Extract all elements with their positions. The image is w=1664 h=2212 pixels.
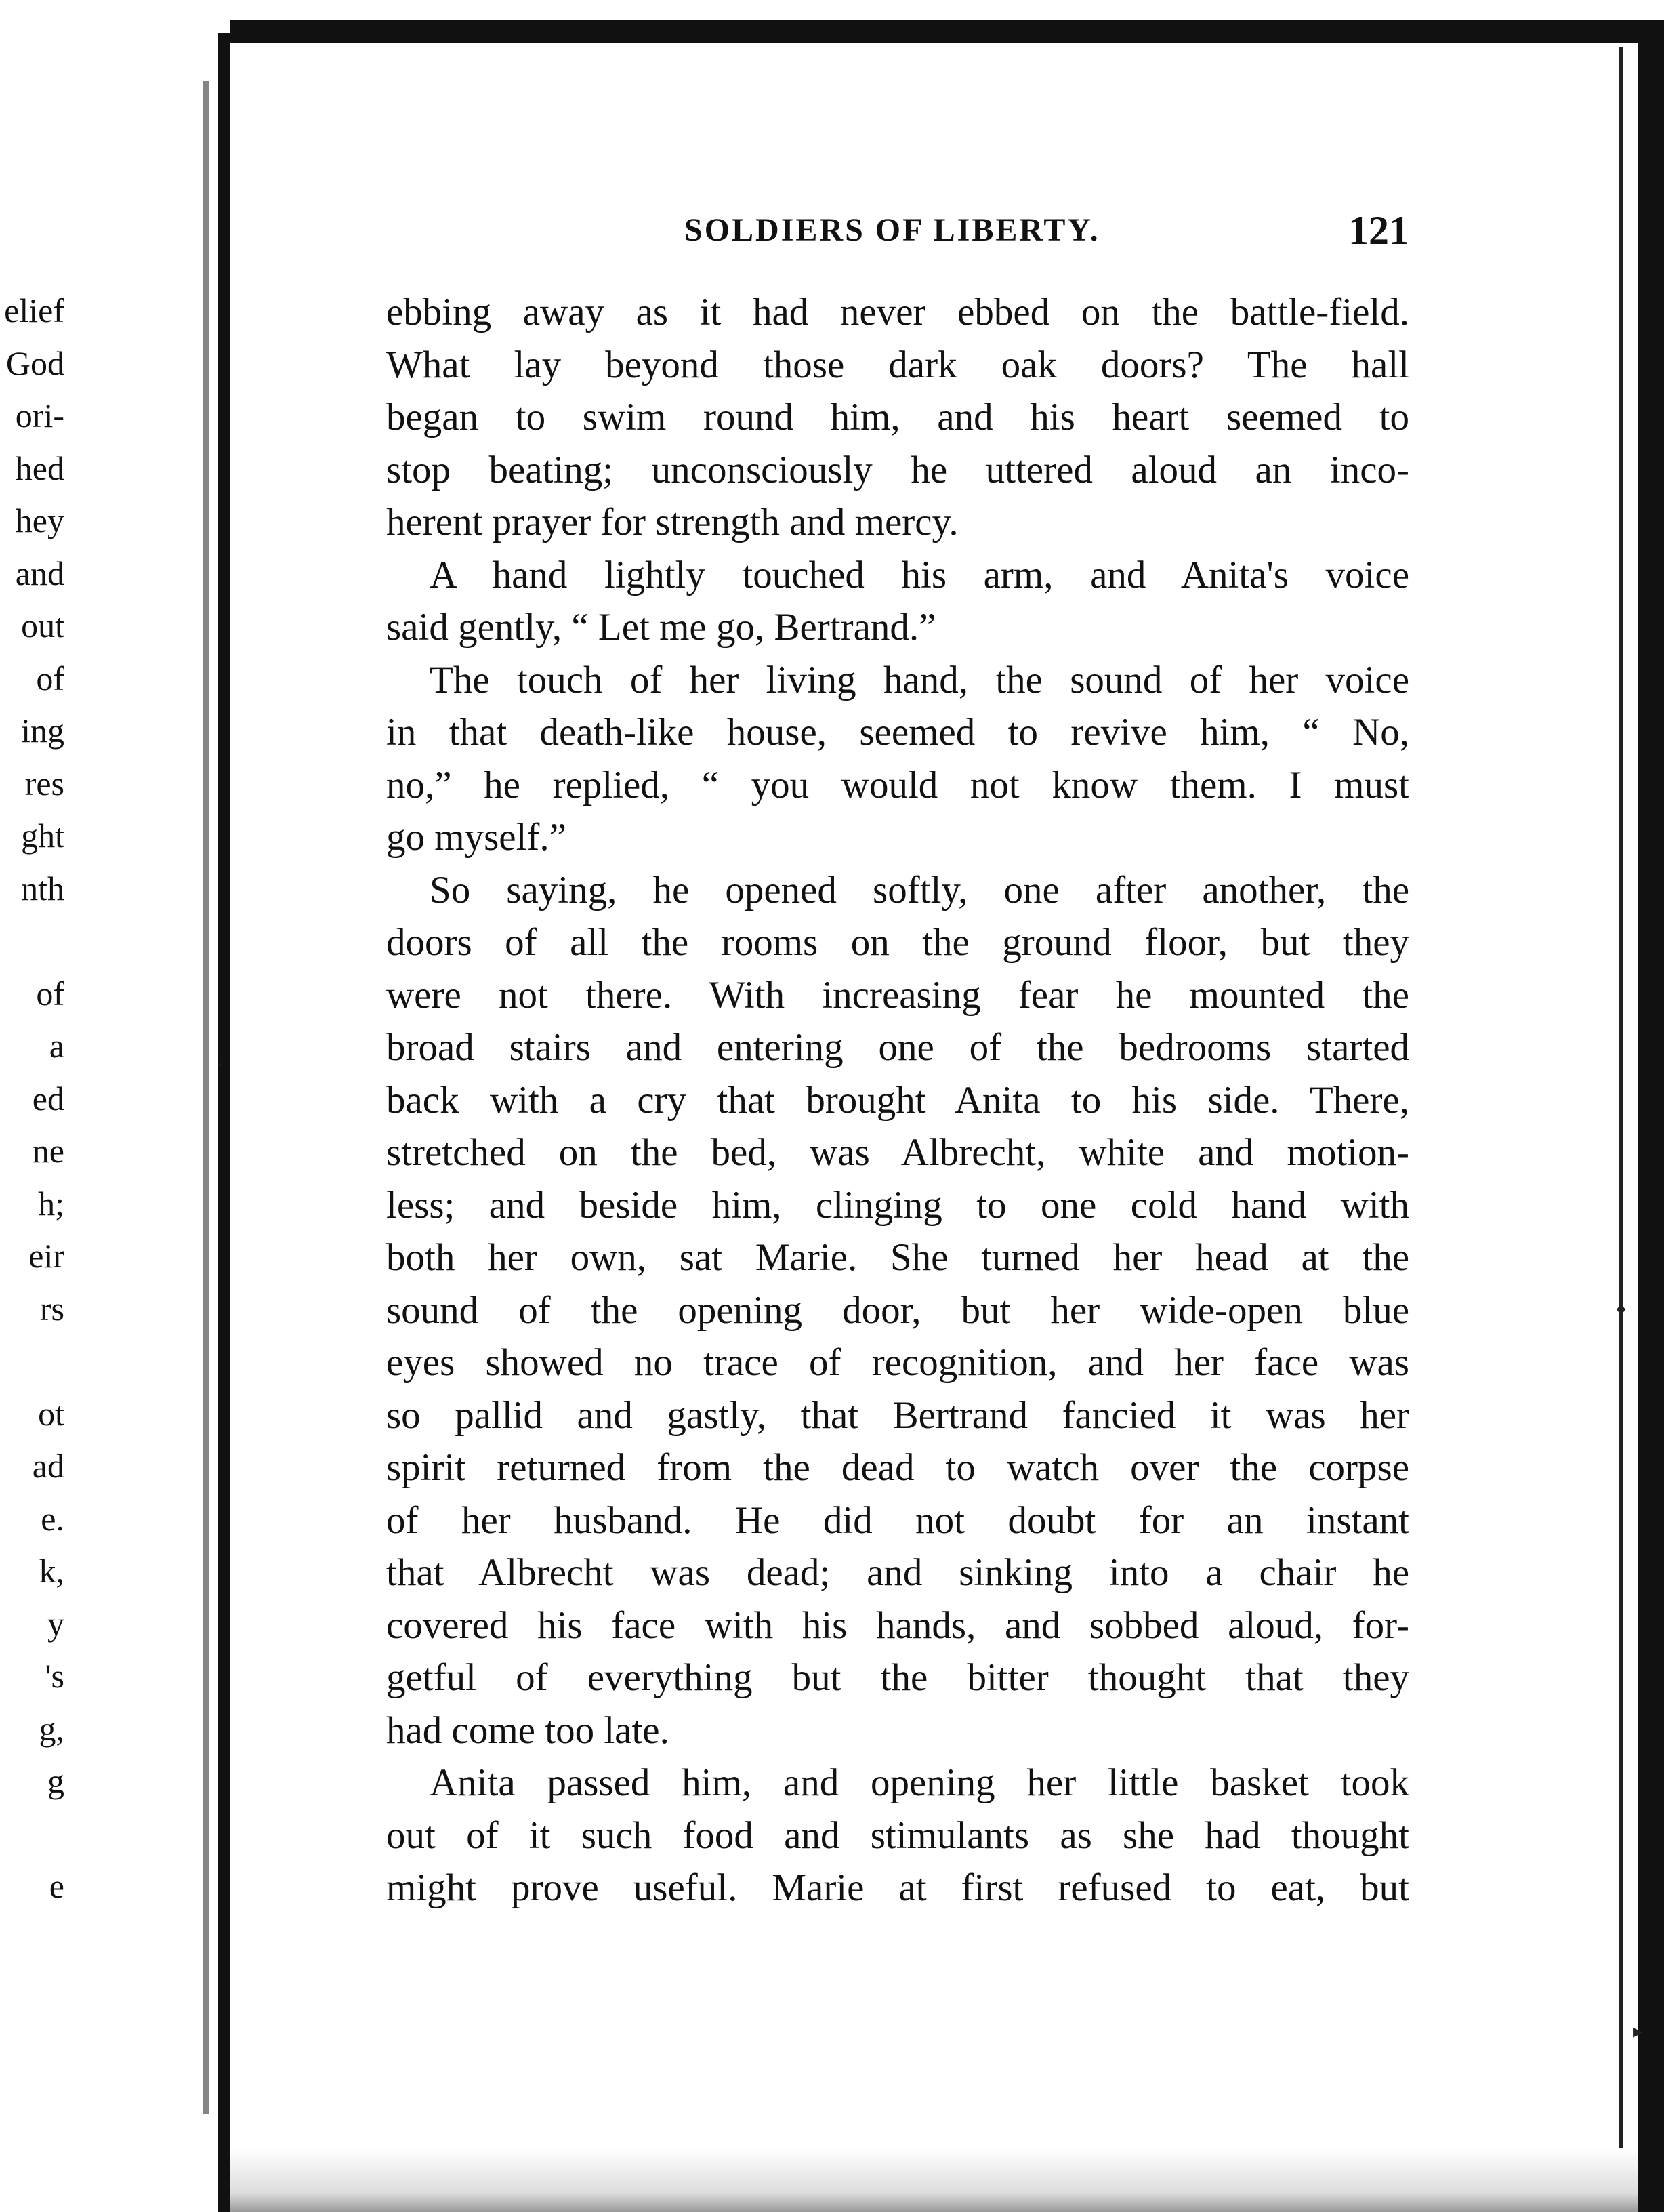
text-line: The touch of her living hand, the sound of her voice [430,658,1409,701]
book-spine-shadow [203,81,209,2114]
text-line: said gently, “ Let me go, Bertrand.” [386,606,936,649]
text-line: began to swim round him, and his heart seemed to [386,396,1409,438]
text-line: out of it such food and stimulants as she had thought [386,1814,1409,1857]
left-fragment-line: hey [15,501,64,539]
left-fragment-line: elief [4,291,64,329]
left-fragment-line [0,1808,64,1861]
left-fragment-line: ad [32,1447,64,1485]
text-line: were not there. With increasing fear he mounted the [386,973,1409,1017]
text-line: of her husband. He did not doubt for an instant [386,1498,1409,1542]
body-text [386,286,1409,1914]
page-edge-line [1619,47,1623,2148]
scan-speck: ♦ [1616,1298,1627,1320]
text-line: doors of all the rooms on the ground floor, but they [386,921,1409,964]
scan-bottom-shadow [230,2148,1638,2212]
left-fragment-line: hed [15,449,64,487]
left-fragment-line: God [5,344,64,382]
left-fragment-line: nth [21,869,64,907]
text-line: getful of everything but the bitter thought that they [386,1656,1409,1699]
scan-top-edge [230,20,1664,43]
left-fragment-line: of [36,974,64,1012]
left-fragment-line: e [49,1867,64,1905]
text-line: covered his face with his hands, and sobbed aloud, for- [386,1603,1409,1647]
text-line: in that death-like house, seemed to revive him, “ No, [386,711,1409,754]
text-line: Anita passed him, and opening her little basket took [430,1761,1409,1804]
left-fragment-line: ori- [15,396,64,434]
text-line: A hand lightly touched his arm, and Anita's voice [430,553,1409,596]
text-line: spirit returned from the dead to watch over the corpse [386,1446,1409,1489]
left-fragment-line: g, [39,1709,64,1748]
text-line: sound of the opening door, but her wide-open blue [386,1288,1409,1332]
running-head [386,203,1409,258]
scan-right-edge [1638,20,1664,2212]
scan-speck: ▸ [1633,2020,1644,2043]
left-fragment-line: h; [38,1184,64,1223]
text-line: ebbing away as it had never ebbed on the battle-field. [386,291,1409,333]
text-line: broad stairs and entering one of the bedrooms started [386,1026,1409,1069]
text-line: stop beating; unconsciously he uttered aloud an inco- [386,448,1409,491]
left-fragment-line: eir [28,1237,64,1275]
left-fragment-line: ed [32,1079,64,1118]
left-fragment-line: out [21,607,64,644]
scan-speck: · [217,1054,224,1076]
left-fragment-line: a [49,1027,64,1065]
book-gutter [218,33,230,2212]
text-line: go myself.” [386,816,566,859]
left-fragment-line: ot [38,1394,64,1433]
text-line: so pallid and gastly, that Bertrand fancied it was her [386,1393,1409,1437]
left-fragment-line: res [24,764,64,802]
text-line: stretched on the bed, was Albrecht, white and motion- [386,1131,1409,1174]
text-line: back with a cry that brought Anita to his side. There, [386,1078,1409,1122]
left-fragment-line: y [47,1604,64,1643]
text-line: no,” he replied, “ you would not know them. I must [386,763,1409,806]
text-line: herent prayer for strength and mercy. [386,501,959,544]
left-fragment-line: 's [45,1657,64,1695]
text-line: might prove useful. Marie at first refused to eat, but [386,1866,1409,1909]
left-fragment-line: rs [39,1289,64,1328]
left-fragment-line: ne [32,1132,64,1170]
left-page-fragment [0,285,64,1913]
text-line: that Albrecht was dead; and sinking into a chair he [386,1551,1409,1594]
text-line: had come too late. [386,1708,669,1752]
text-line: less; and beside him, clinging to one cold hand with [386,1183,1409,1227]
left-fragment-line: ght [21,817,64,855]
left-fragment-line: ing [21,712,64,750]
left-fragment-line [0,915,64,968]
text-line: So saying, he opened softly, one after another, the [430,868,1409,912]
text-line: What lay beyond those dark oak doors? The hall [386,343,1409,386]
left-fragment-line: and [15,554,64,592]
page-number: 121 [1348,208,1409,253]
text-line: eyes showed no trace of recognition, and her face was [386,1341,1409,1384]
left-fragment-line: k, [39,1552,64,1590]
left-fragment-line: g [47,1762,64,1800]
left-fragment-line: e. [41,1499,64,1538]
running-title: SOLDIERS OF LIBERTY. [684,212,1100,248]
left-fragment-line [0,1335,64,1388]
left-fragment-line: of [36,659,64,697]
text-line: both her own, sat Marie. She turned her head at the [386,1236,1409,1279]
